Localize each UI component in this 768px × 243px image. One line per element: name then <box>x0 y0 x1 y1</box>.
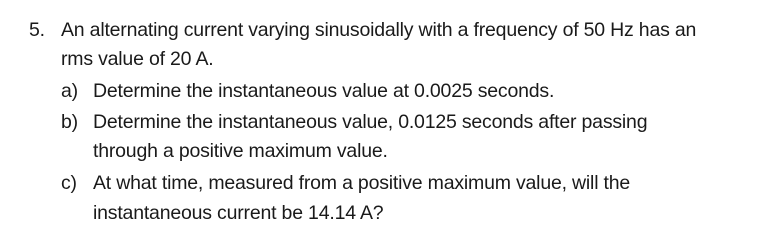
problem-stem-line-1: An alternating current varying sinusoidally with a frequency of 50 Hz has an <box>61 19 697 41</box>
part-a-label: a) <box>61 80 78 102</box>
part-b-label: b) <box>61 111 78 133</box>
part-c-line-1: At what time, measured from a positive maximum value, will the <box>93 172 631 194</box>
problem-stem-line-2: rms value of 20 A. <box>61 48 214 70</box>
part-c-line-2: instantaneous current be 14.14 A? <box>93 202 384 224</box>
part-b-line-2: through a positive maximum value. <box>93 140 388 162</box>
part-c-label: c) <box>61 172 77 194</box>
part-a-line-1: Determine the instantaneous value at 0.0025 seconds. <box>93 80 555 102</box>
problem-number: 5. <box>29 19 45 41</box>
part-b-line-1: Determine the instantaneous value, 0.0125 seconds after passing <box>93 111 648 133</box>
